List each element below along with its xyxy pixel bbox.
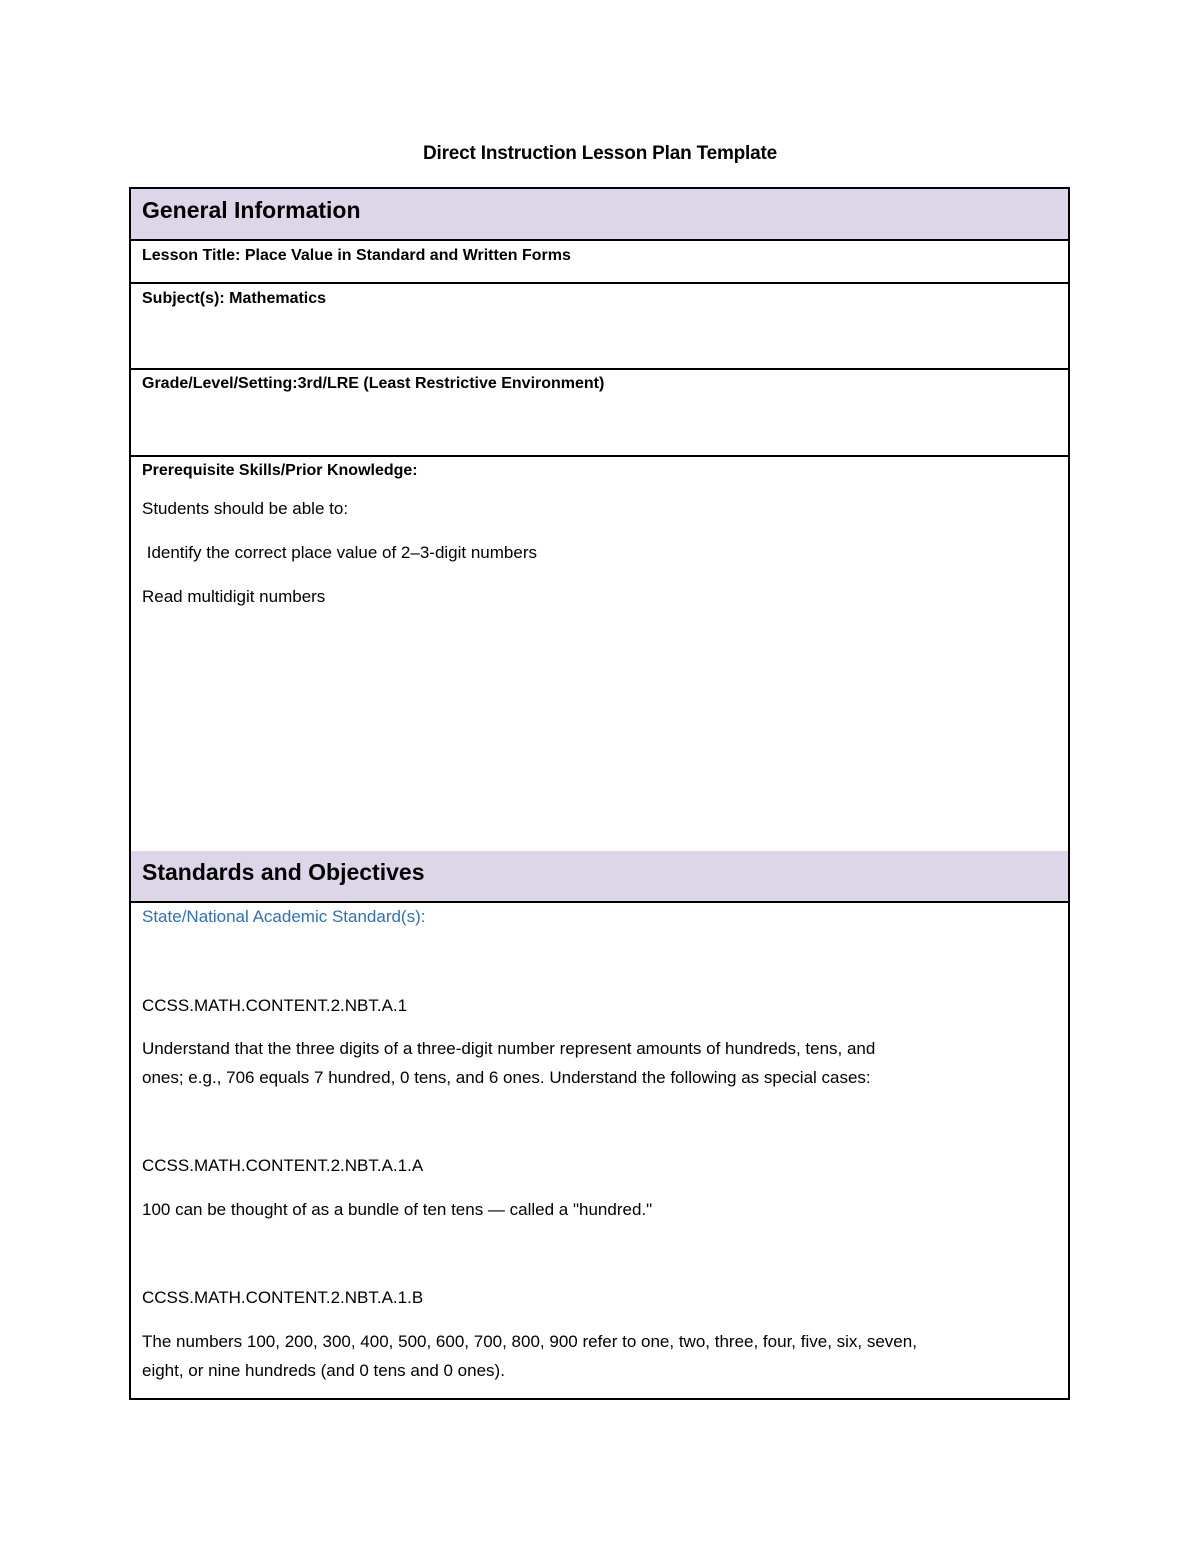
standard-code: CCSS.MATH.CONTENT.2.NBT.A.1.A xyxy=(142,1156,424,1175)
lesson-plan-table xyxy=(129,187,1070,1400)
standard-text-line: The numbers 100, 200, 300, 400, 500, 600, 700, 800, 900 refer to one, two, three, four, five, six, seven, xyxy=(142,1332,917,1351)
standards-content xyxy=(131,901,1068,1398)
standards-label: State/National Academic Standard(s): xyxy=(142,907,426,926)
document-title: Direct Instruction Lesson Plan Template xyxy=(423,143,777,164)
prerequisite-item: Read multidigit numbers xyxy=(142,587,326,606)
prerequisite-item: Identify the correct place value of 2–3-digit numbers xyxy=(142,543,537,562)
standard-text-line: eight, or nine hundreds (and 0 tens and 0 ones). xyxy=(142,1361,505,1380)
standards-objectives-heading: Standards and Objectives xyxy=(142,859,425,885)
standards-objectives-header xyxy=(131,851,1068,903)
standard-text-line: ones; e.g., 706 equals 7 hundred, 0 tens, and 6 ones. Understand the following as special cases: xyxy=(142,1068,871,1087)
prerequisite-row xyxy=(131,455,1068,853)
general-information-header xyxy=(131,189,1068,241)
general-information-heading: General Information xyxy=(142,197,361,223)
standard-text-line: Understand that the three digits of a three-digit number represent amounts of hundreds, tens, and xyxy=(142,1039,876,1058)
subjects: Subject(s): Mathematics xyxy=(142,290,327,307)
standard-code: CCSS.MATH.CONTENT.2.NBT.A.1.B xyxy=(142,1288,424,1307)
lesson-title-row xyxy=(131,239,1068,284)
prerequisite-label: Prerequisite Skills/Prior Knowledge: xyxy=(142,462,418,479)
subjects-row xyxy=(131,282,1068,370)
standard-code: CCSS.MATH.CONTENT.2.NBT.A.1 xyxy=(142,996,408,1015)
prerequisite-intro: Students should be able to: xyxy=(142,499,349,518)
standard-text-line: 100 can be thought of as a bundle of ten tens — called a "hundred." xyxy=(142,1200,653,1219)
grade-level-setting: Grade/Level/Setting:3rd/LRE (Least Restrictive Environment) xyxy=(142,375,605,392)
lesson-title: Lesson Title: Place Value in Standard and Written Forms xyxy=(142,247,571,264)
grade-level-setting-row xyxy=(131,368,1068,457)
